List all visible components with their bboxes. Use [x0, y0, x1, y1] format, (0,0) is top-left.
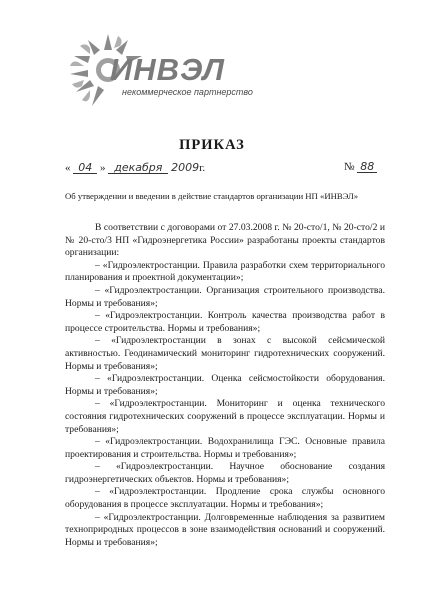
order-number [344, 161, 377, 173]
list-item: – «Гидроэлектростанции в зонах с высокой сейсмической активностью. Геодинамический мониторинг гидротехнических сооружений. Нормы и требования»; [65, 335, 385, 372]
list-item: – «Гидроэлектростанции. Организация строительного производства. Нормы и требования»; [65, 284, 385, 309]
list-item: – «Гидроэлектростанции. Оценка сейсмостойкости оборудования. Нормы и требования»; [65, 373, 385, 397]
date-day: 04 [73, 162, 97, 174]
order-body [65, 222, 385, 549]
date-close-quote: » [100, 162, 106, 174]
list-item: – «Гидроэлектростанции. Водохранилища ГЭС. Основные правила проектирования и строительства. Нормы и требования»; [65, 436, 385, 460]
brand-subtitle: некоммерческое партнерство [122, 87, 253, 97]
list-item: – «Гидроэлектростанции. Мониторинг и оценка технического состояния гидротехнических сооружений в процессе эксплуатации. Нормы и требования»; [65, 398, 385, 435]
number-label: № [344, 161, 355, 173]
list-item: – «Гидроэлектростанции. Контроль качества производства работ в процессе строительства. Нормы и требования»; [65, 310, 385, 334]
order-date [65, 161, 205, 174]
logo [66, 30, 296, 120]
brand-name: ИНВЭЛ [110, 52, 225, 87]
list-item: – «Гидроэлектростанции. Научное обоснование создания гидроэнергетических объектов. Нормы и требования»; [65, 461, 385, 485]
date-suffix: г. [199, 162, 206, 174]
standards-list [65, 260, 385, 550]
number-value: 88 [357, 161, 377, 173]
date-open-quote: « [65, 162, 71, 174]
list-item: – «Гидроэлектростанции. Правила разработки схем территориального планирования и проектной документации»; [65, 259, 385, 284]
list-item: – «Гидроэлектростанции. Долговременные наблюдения за развитием технoприродных процессов в зоне взаимодействия оснований и сооружений. Нормы и требования»; [65, 511, 385, 548]
date-month: декабря [108, 162, 168, 174]
intro-paragraph: В соответствии с договорами от 27.03.2008 г. № 20-сто/1, № 20-сто/2 и № 20-сто/3 НП «Гидроэнергетика России» разработаны проекты стандартов организации: [65, 222, 385, 259]
list-item: – «Гидроэлектростанции. Продление срока службы основного оборудования в процессе эксплуатации. Нормы и требования»; [65, 486, 385, 511]
document-title: ПРИКАЗ [179, 137, 245, 153]
date-year: 2009 [171, 161, 200, 174]
order-subject: Об утверждении и введении в действие стандартов организации НП «ИНВЭЛ» [65, 191, 359, 201]
